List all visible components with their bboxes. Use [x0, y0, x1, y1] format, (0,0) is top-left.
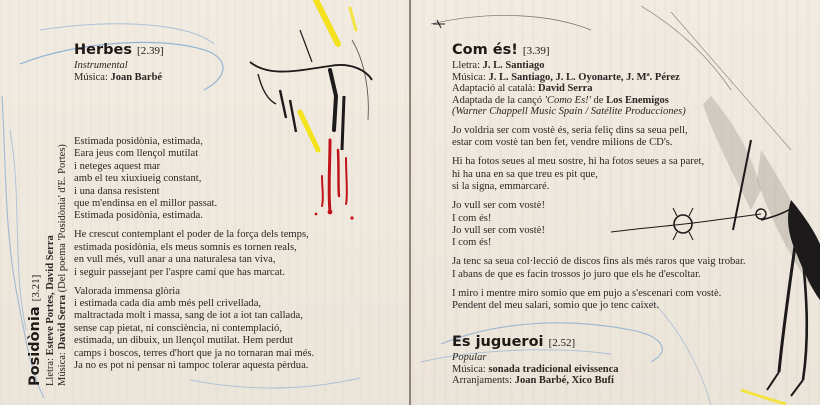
comes-lyrics-value: J. L. Santiago [482, 60, 545, 71]
comes-music-label: Música: [452, 71, 486, 83]
lyric-line: Jo vull ser com vostè! [452, 225, 545, 237]
comes-heading [452, 42, 686, 118]
posidonia-title: Posidònia [27, 306, 43, 386]
comes-song-name: 'Como Es!' [544, 94, 591, 106]
left-page [0, 0, 409, 405]
lyric-line: Ja no es pot ni pensar ni tampoc tolerar aquesta pèrdua. [74, 360, 309, 372]
lyric-line: Eara jeus com llençol mutilat [74, 148, 199, 160]
posidonia-lyrics-label: Lletra: [45, 358, 56, 386]
posidonia-lyrics [74, 136, 314, 379]
herbes-duration: [2.39] [137, 45, 164, 57]
lyric-line: camps i boscos, terres d'hort que ja no tornaran mai més. [74, 347, 315, 359]
jugueroi-arr-label: Arranjaments: [452, 375, 513, 386]
lyric-line: i seguir passejant per l'aspre camí que has marcat. [74, 266, 286, 278]
jugueroi-music-value: sonada tradicional eivissenca [488, 363, 619, 375]
comes-lyrics [452, 125, 746, 319]
lyric-line: Pendent del meu salari, somio que jo tenc caixet. [452, 300, 660, 312]
comes-adapt-label: Adaptació al català: [452, 83, 536, 94]
herbes-title: Herbes [74, 42, 132, 58]
comes-lyrics-label: Lletra: [452, 60, 480, 71]
lyric-line: i neteges aquest mar [74, 160, 161, 172]
lyric-line: si la signa, emmarcaré. [452, 181, 550, 193]
jugueroi-heading [452, 334, 619, 387]
comes-song-by: de [593, 94, 604, 106]
lyric-line: Jo vull ser com vostè! [452, 200, 545, 212]
comes-song-artist: Los Enemigos [606, 94, 669, 106]
lyric-line: I com és! [452, 237, 492, 249]
jugueroi-arr-value: Joan Barbé, Xico Bufí [514, 375, 614, 386]
lyric-line: que m'endinsa en el millor passat. [74, 198, 218, 210]
comes-stanza-3 [452, 200, 746, 250]
lyric-line: i estimada cada dia amb més pell crivellada, [74, 298, 262, 310]
lyric-line: estar com vostè tan ben fet, vendre milions de CD's. [452, 137, 673, 149]
comes-stanza-4 [452, 256, 746, 281]
lyric-line: amb el teu xiuxiueig constant, [74, 173, 202, 185]
posidonia-stanza-2 [74, 229, 314, 279]
lyric-line: i una dansa resistent [74, 185, 160, 197]
comes-duration: [3.39] [522, 45, 550, 57]
herbes-genre: Instrumental [74, 60, 128, 71]
lyric-line: Estimada posidònia, estimada, [74, 136, 203, 147]
comes-title: Com és! [452, 42, 518, 58]
comes-stanza-2 [452, 156, 746, 193]
jugueroi-duration: [2.52] [548, 337, 576, 349]
lyric-line: sense cap pietat, ni consciència, ni contemplació, [74, 322, 282, 334]
posidonia-duration: [3.21] [30, 274, 42, 302]
posidonia-heading [27, 144, 68, 386]
lyric-line: estimada, un dibuix, un llençol mutilat. Hem perdut [74, 335, 293, 347]
posidonia-music-label: Música: [56, 352, 68, 386]
posidonia-music-value: David Serra [56, 295, 68, 350]
lyric-line: Valorada immensa glòria [74, 285, 180, 297]
jugueroi-music-label: Música: [452, 363, 486, 375]
right-page [411, 0, 820, 405]
comes-song-label: Adaptada de la cançó [452, 94, 543, 106]
posidonia-stanza-3 [74, 286, 314, 373]
herbes-music-value: Joan Barbé [110, 71, 163, 83]
lyric-line: maltractada molt i massa, sang de iot a iot tan callada, [74, 310, 303, 322]
lyric-line: estimada posidònia, els meus somnis es tornen reals, [74, 241, 297, 253]
lyric-line: Ja tenc sa seua col·lecció de discos fins als més raros que vaig trobar. [452, 256, 746, 268]
jugueroi-genre: Popular [452, 352, 487, 363]
lyric-line: I miro i mentre miro somio que em pujo a s'escenari com vostè. [452, 287, 722, 299]
posidonia-lyrics-value: Esteve Portes, David Serra [45, 235, 56, 356]
comes-stanza-1 [452, 125, 746, 150]
posidonia-stanza-1 [74, 136, 314, 223]
jugueroi-title: Es jugueroi [452, 334, 544, 350]
comes-music-value: J. L. Santiago, J. L. Oyonarte, J. Mª. Pérez [488, 71, 680, 83]
lyric-line: I abans de que es facin trossos jo juro que els he d'escoltar. [452, 268, 701, 280]
lyric-line: He crescut contemplant el poder de la força dels temps, [74, 229, 309, 241]
lyric-line: Hi ha fotos seues al meu sostre, hi ha fotos seues a sa paret, [452, 156, 705, 168]
comes-adapt-value: David Serra [538, 83, 593, 94]
posidonia-note: (Del poema 'Posidònia' d'E. Portes) [56, 144, 68, 293]
herbes-music-label: Música: [74, 71, 108, 83]
lyric-line: Estimada posidònia, estimada. [74, 210, 203, 222]
lyric-line: hi ha una en sa que treu es pit que, [452, 168, 598, 180]
lyric-line: Jo voldria ser com vostè és, seria feliç dins sa seua pell, [452, 125, 688, 136]
comes-publisher: (Warner Chappell Music Spain / Satélite Producciones) [452, 106, 686, 117]
lyric-line: I com és! [452, 212, 492, 224]
comes-stanza-5 [452, 288, 746, 313]
herbes-heading [74, 42, 164, 83]
lyric-line: en vull més, vull anar a una naturalesa tan viva, [74, 254, 276, 266]
